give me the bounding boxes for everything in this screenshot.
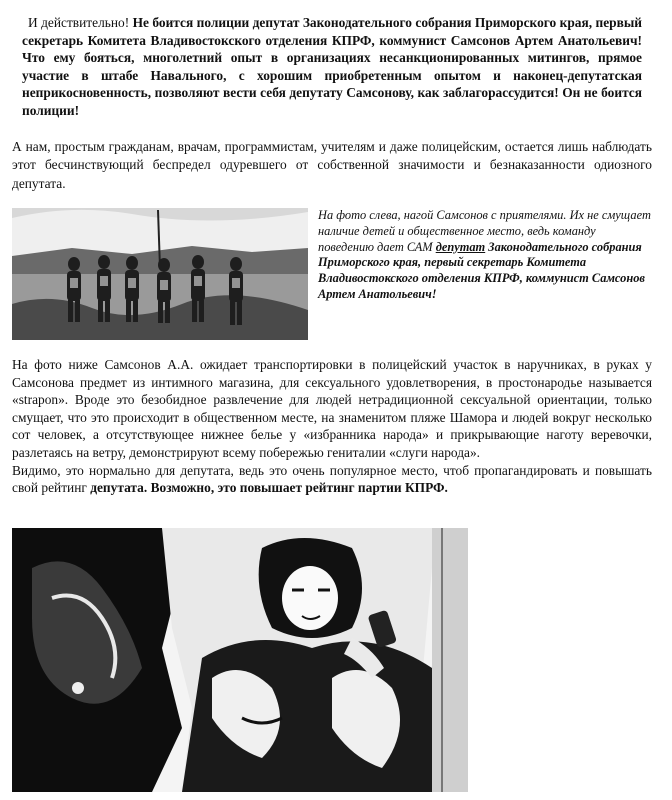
caption-bold: Законодательного собрания Приморского края, первый секретарь Комитета Владивостокского отделения КПРФ, коммунист Самсонов Артем Анатольевич! [318,239,645,301]
intro-bold: Не боится полиции депутат Законодательного собрания Приморского края, первый секретарь Комитета Владивостокского отделения КПРФ, коммунист Самсонов Артем Анатольевич! Что ему бояться, многолетний опыт в организациях несанкционированных митингов, прямое участие в штабе Навального, с хорошим приобретенным опытом и наконец-депутатская неприкосновенность, позволяют вести себя депутату Самсонову, как заблагорассудится! Он не боится полиции! [22,15,642,118]
arrest-bold-2: Возможно, это повышает рейтинг партии КПРФ. [147,480,448,496]
group-photo-icon [12,208,308,340]
group-photo [12,208,308,340]
intro-lead: И действительно! [28,15,133,30]
arrest-photo-icon [12,528,468,792]
photo-caption [318,208,654,303]
arrest-text-2: Видимо, это нормально для депутата, ведь это очень популярное место, чтоб пропагандировать и повышать свой рейтинг [12,462,652,496]
arrest-text: На фото ниже Самсонов А.А. ожидает транспортировки в полицейский участок в наручниках, в руках у Самсонова предмет из интимного магазина, для сексуального удовлетворения, в простонародье называется «strapon». Вроде это безобидное развлечение для людей нетрадиционной сексуальной ориентации, только смущает, что это происходит в общественном месте, на знаменитом пляже Шамора и людей вокруг несколько сот человек, а отсутствующее нижнее белье у «избранника народа» и прикрывающие наготу веревочки, разлетаясь на ветру, демонстрируют всему побережью гениталии «слуги народа». [12,357,652,460]
arrest-photo [12,528,468,792]
caption-italic: На фото слева, нагой Самсонов с приятелями. Их не смущает наличие детей и общественное место, ведь команду поведению дает САМ [318,208,651,254]
paragraph-intro [22,14,642,120]
caption-deputat: депутат [435,239,486,254]
paragraph-arrest [12,356,652,497]
arrest-bold-1: депутата. [90,480,148,496]
paragraph-citizens: А нам, простым гражданам, врачам, программистам, учителям и даже полицейским, остается лишь наблюдать этот бесчинствующий беспредел одуревшего от собственной значимости и безнаказанности одиозного депутата. [12,139,652,191]
